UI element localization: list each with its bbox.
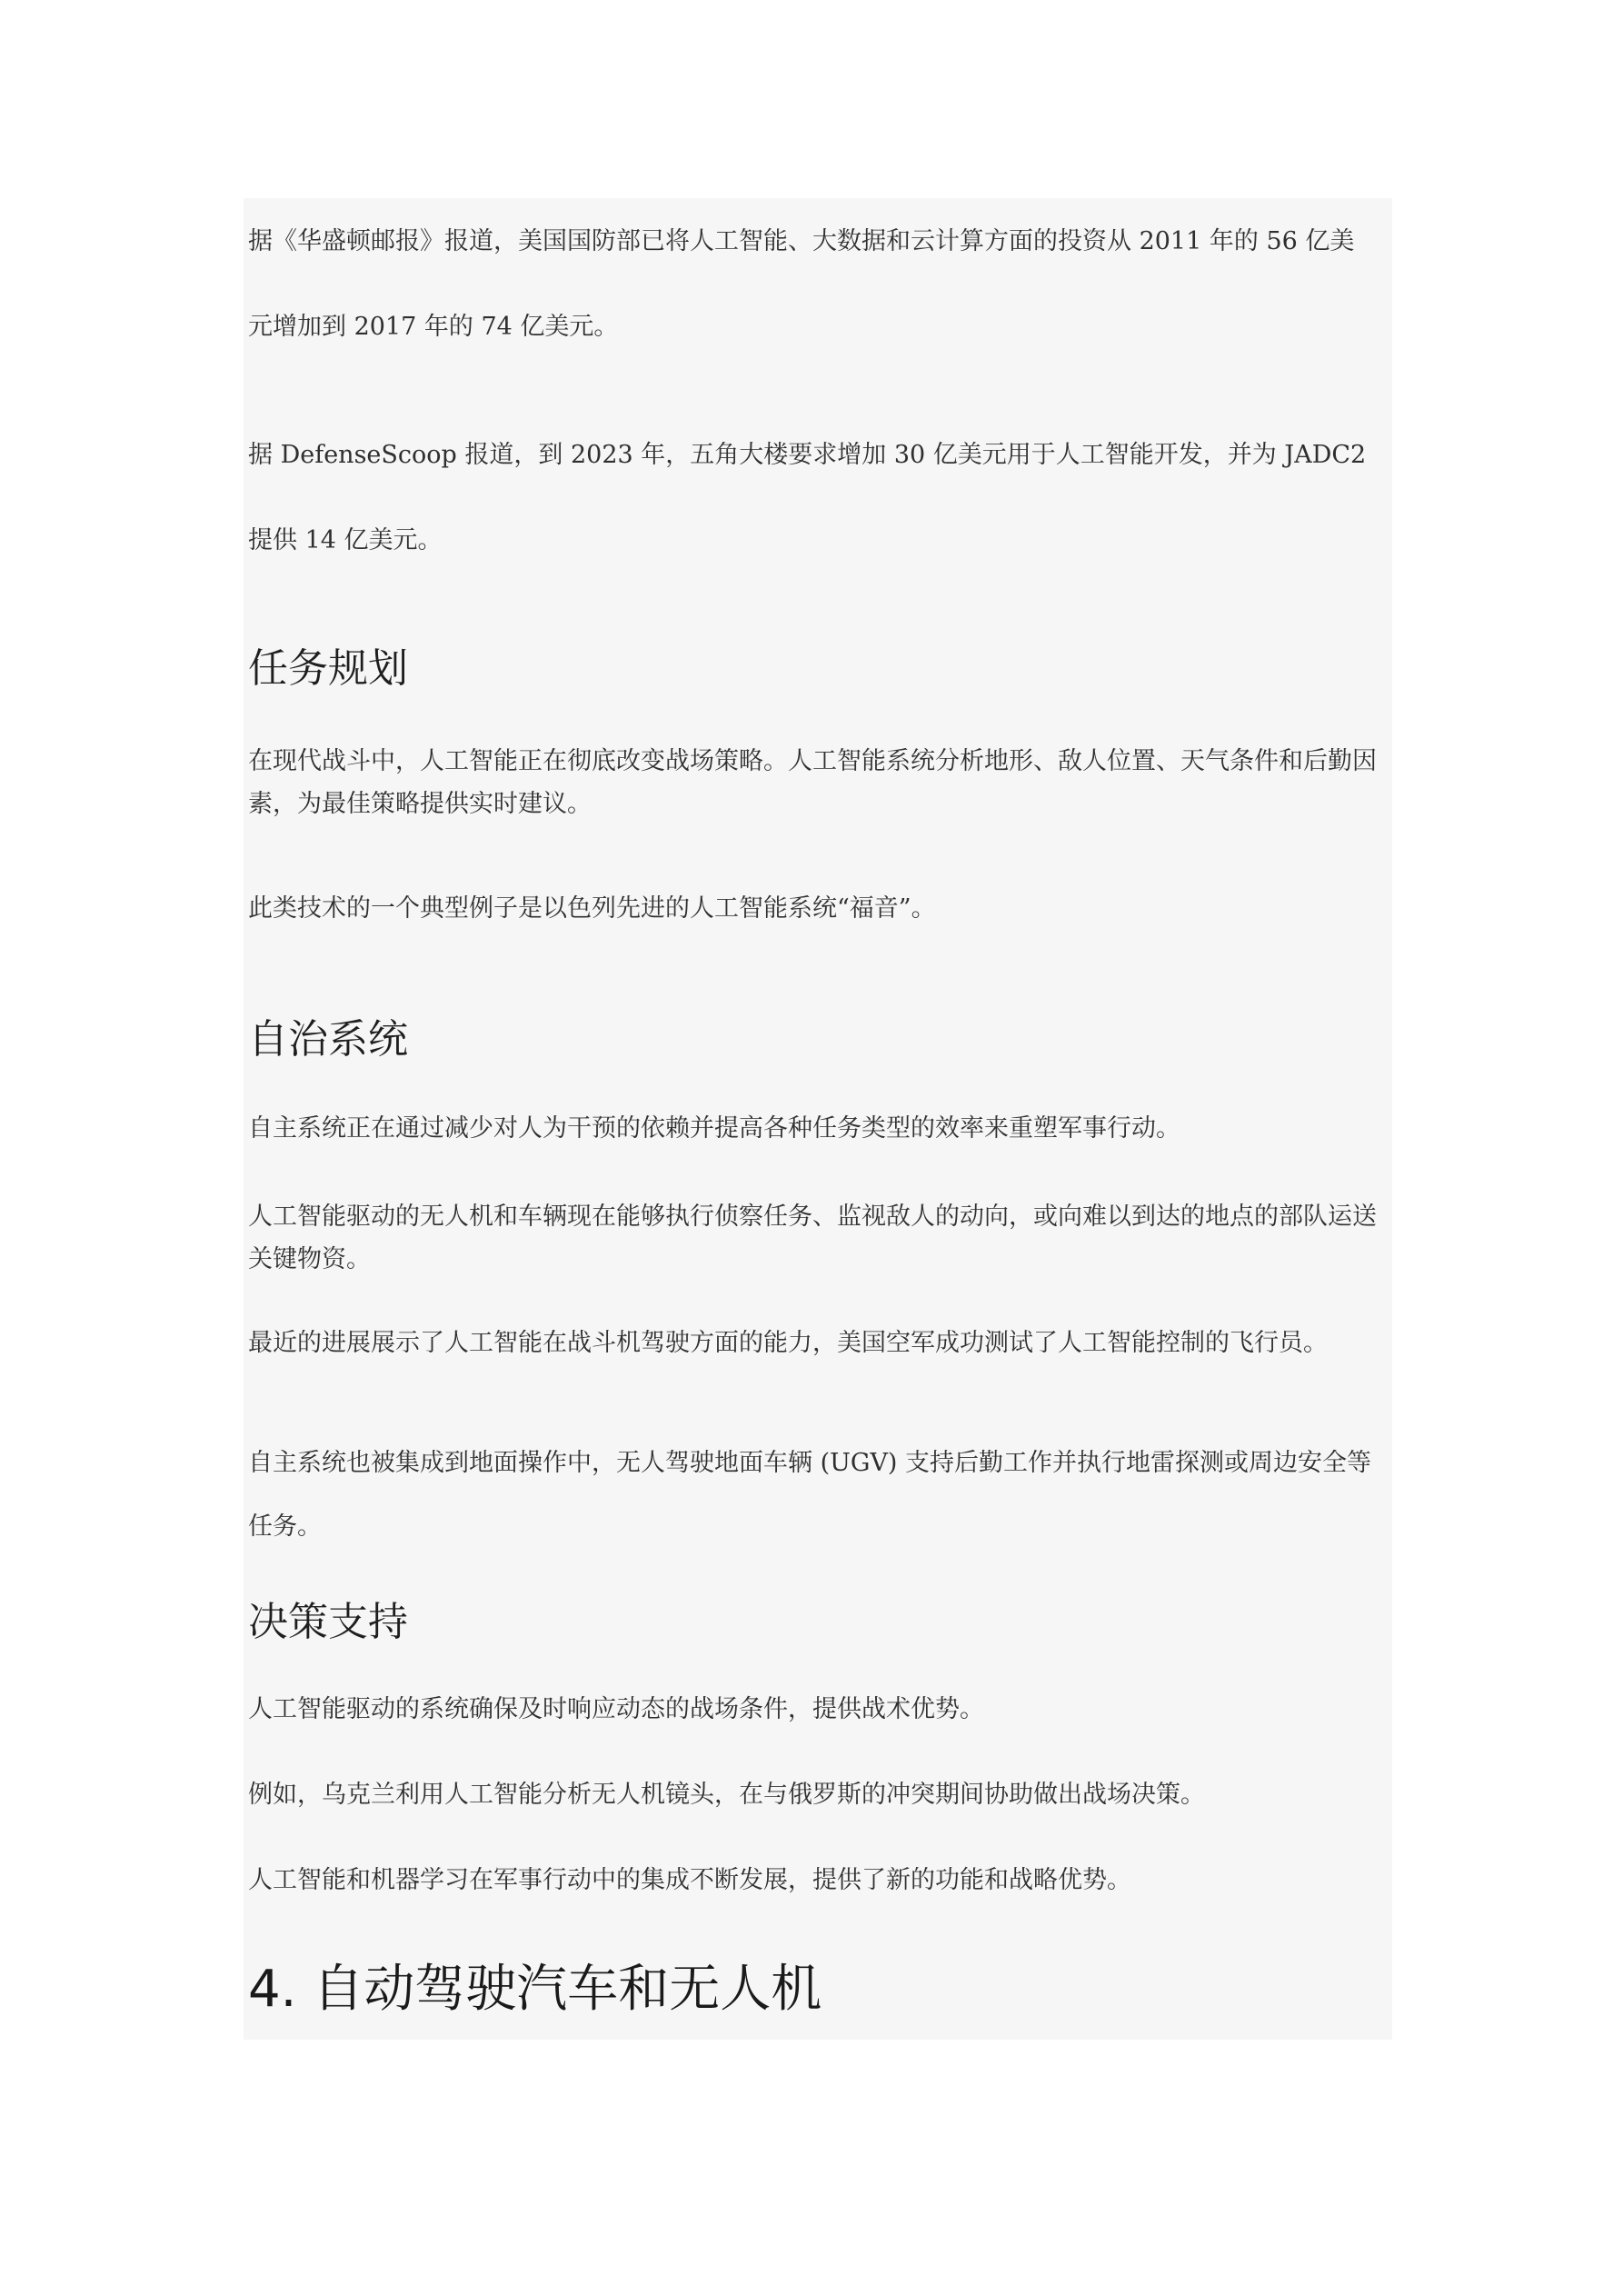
decision-support-paragraph-1: 人工智能驱动的系统确保及时响应动态的战场条件，提供战术优势。 (248, 1695, 984, 1723)
text-line: 据 DefenseScoop 报道，到 2023 年，五角大楼要求增加 30 亿美元用于人工智能开发，并为 JADC2 (248, 441, 1367, 469)
decision-support-paragraph-2: 例如，乌克兰利用人工智能分析无人机镜头，在与俄罗斯的冲突期间协助做出战场决策。 (248, 1781, 1205, 1809)
funding-paragraph-washington-post (248, 199, 1395, 370)
text-line: 关键物资。 (248, 1245, 371, 1273)
fighter-pilot-paragraph: 最近的进展展示了人工智能在战斗机驾驶方面的能力，美国空军成功测试了人工智能控制的飞行员。 (248, 1329, 1328, 1357)
text-line: 元增加到 2017 年的 74 亿美元。 (248, 313, 619, 341)
text-line: 在现代战斗中，人工智能正在彻底改变战场策略。人工智能系统分析地形、敌人位置、天气条件和后勤因 (248, 747, 1377, 775)
heading-autonomous-systems: 自治系统 (248, 1016, 408, 1063)
mission-planning-paragraph (248, 740, 1395, 825)
text-line: 人工智能驱动的无人机和车辆现在能够执行侦察任务、监视敌人的动向，或向难以到达的地点的部队运送 (248, 1203, 1377, 1231)
drones-vehicles-paragraph (248, 1195, 1395, 1281)
autonomous-intro-paragraph: 自主系统正在通过减少对人为干预的依赖并提高各种任务类型的效率来重塑军事行动。 (248, 1114, 1180, 1143)
heading-section-4: 4. 自动驾驶汽车和无人机 (248, 1960, 822, 2019)
text-line: 任务。 (248, 1512, 322, 1541)
text-line: 素，为最佳策略提供实时建议。 (248, 790, 592, 818)
ugv-paragraph (248, 1432, 1395, 1559)
text-line: 据《华盛顿邮报》报道，美国国防部已将人工智能、大数据和云计算方面的投资从 2011 年的 56 亿美 (248, 227, 1355, 255)
text-line: 提供 14 亿美元。 (248, 526, 443, 554)
gospel-example-paragraph: 此类技术的一个典型例子是以色列先进的人工智能系统“福音”。 (248, 894, 936, 923)
decision-support-paragraph-3: 人工智能和机器学习在军事行动中的集成不断发展，提供了新的功能和战略优势。 (248, 1866, 1131, 1894)
heading-decision-support: 决策支持 (248, 1599, 408, 1645)
text-line: 自主系统也被集成到地面操作中，无人驾驶地面车辆 (UGV) 支持后勤工作并执行地雷探测或周边安全等 (248, 1449, 1372, 1477)
heading-mission-planning: 任务规划 (248, 645, 408, 692)
funding-paragraph-defensescoop (248, 413, 1395, 584)
